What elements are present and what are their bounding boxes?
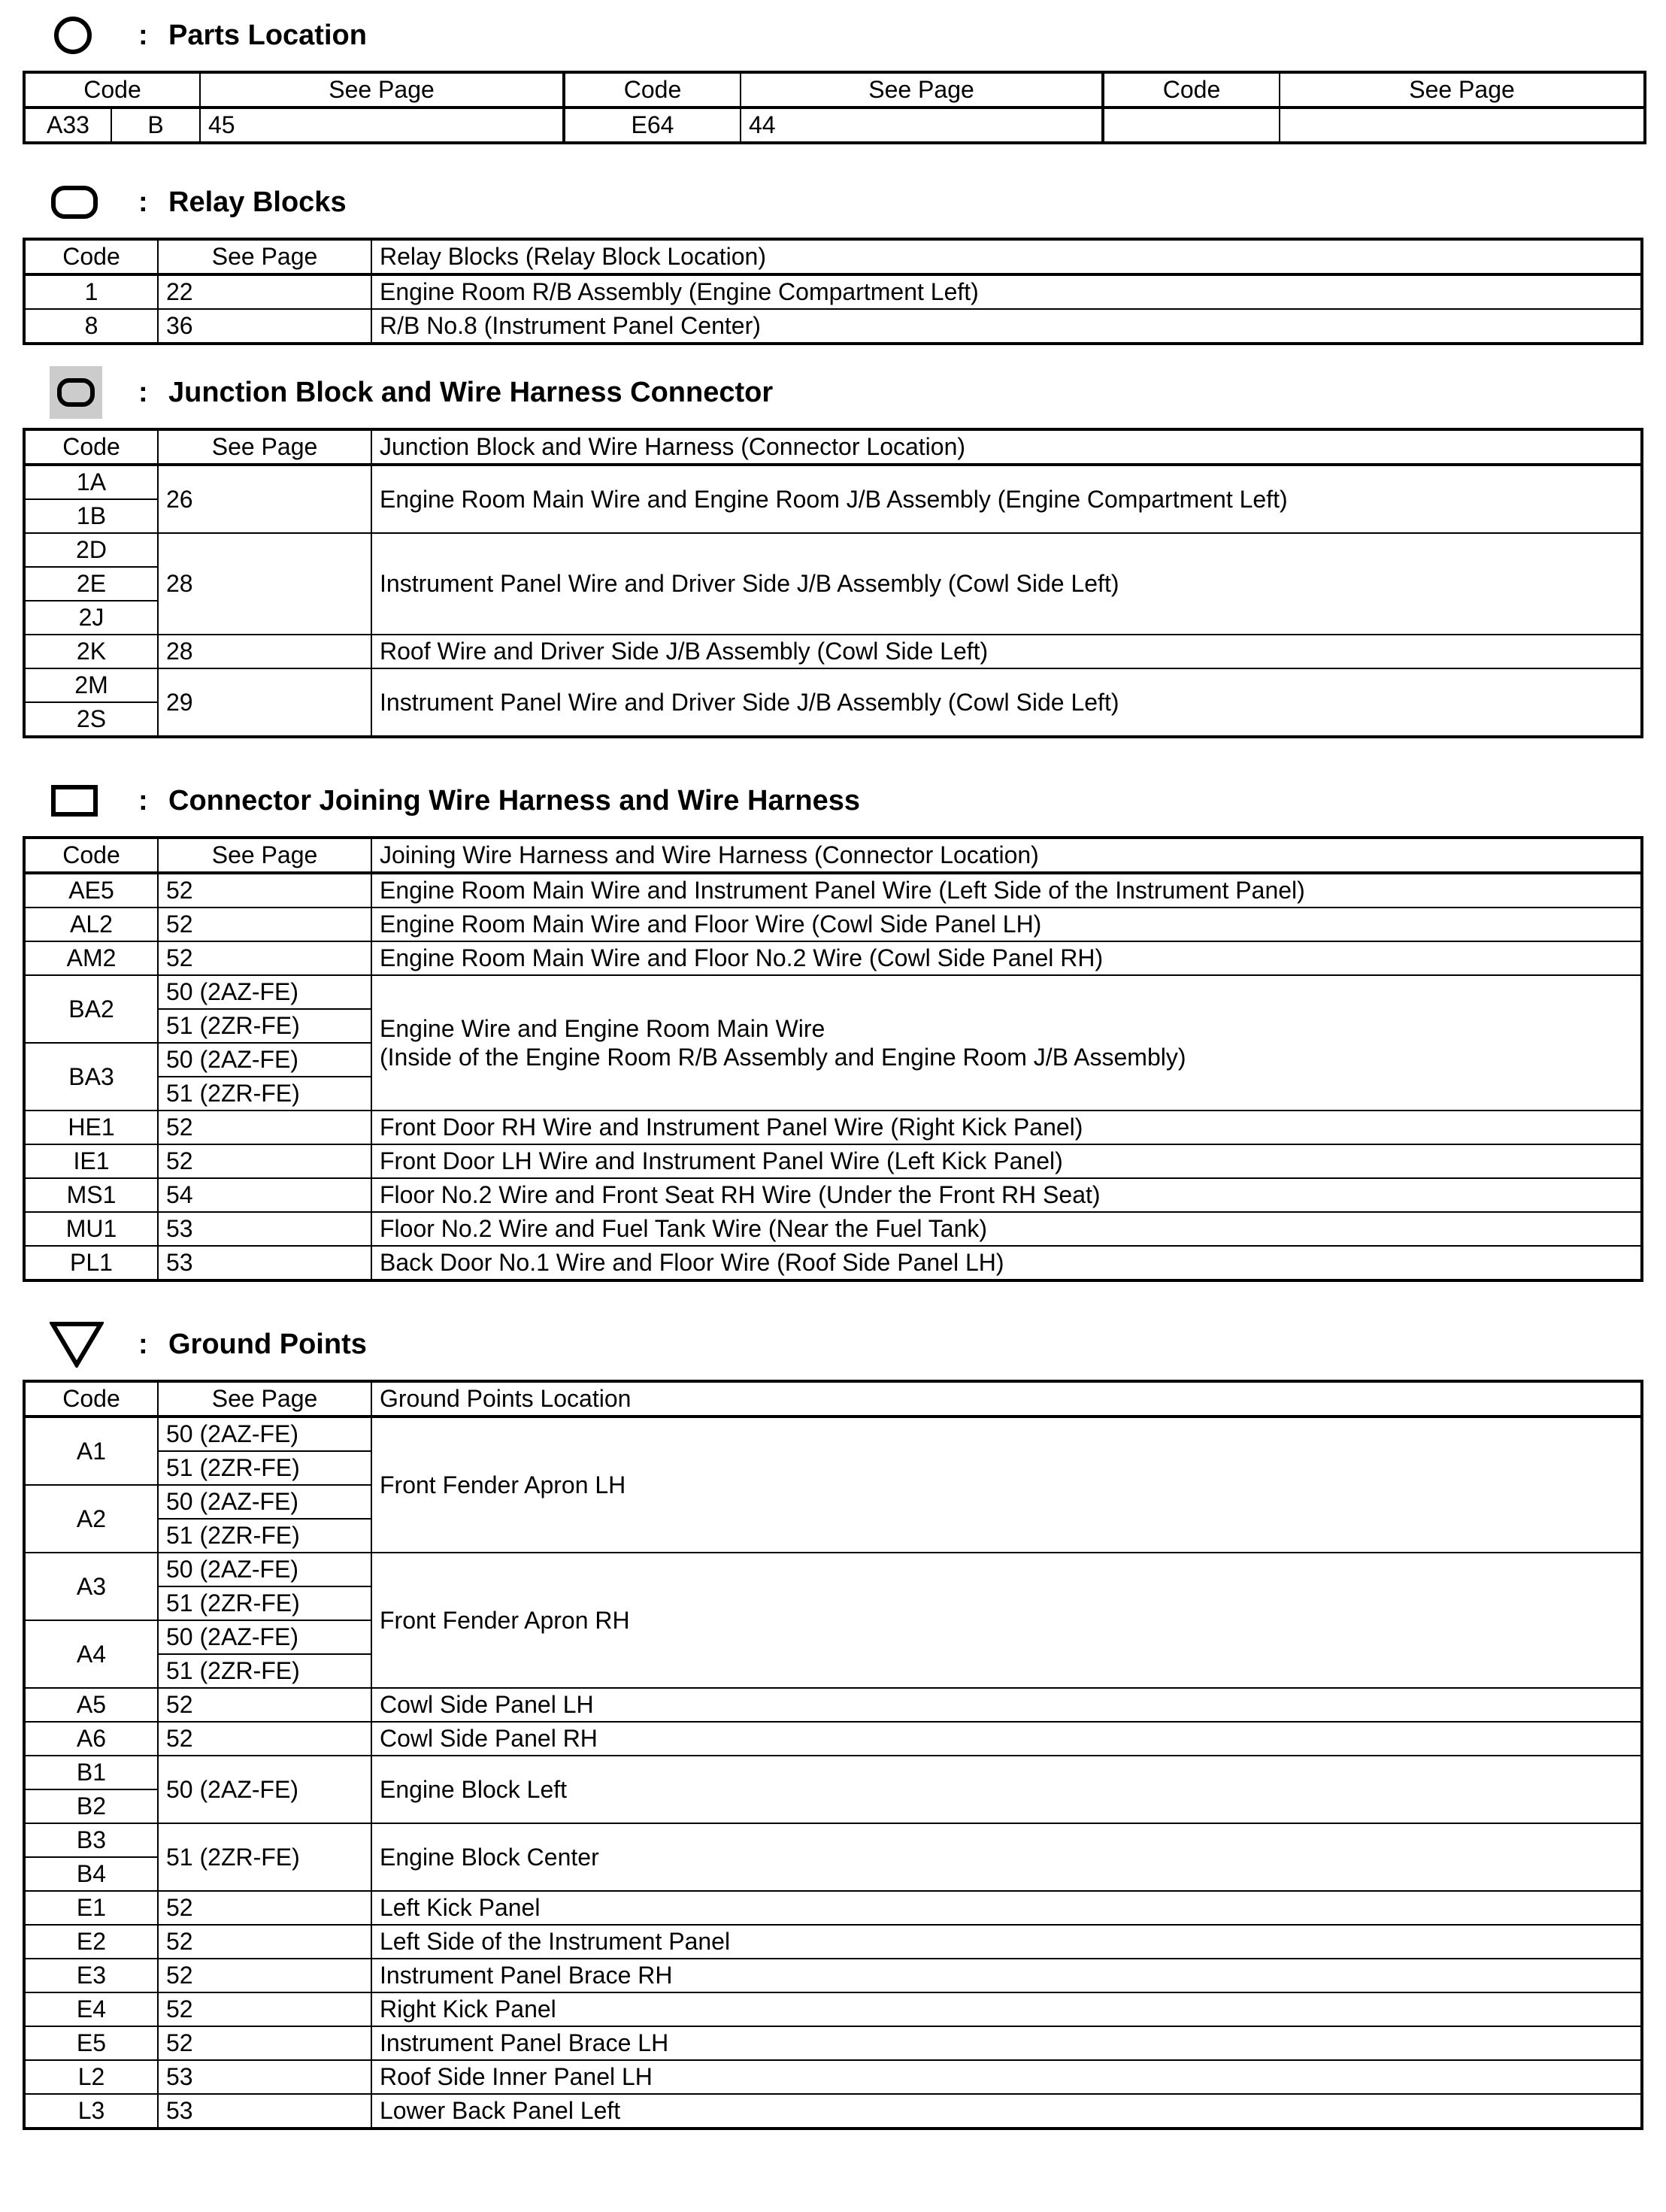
table-header-row: Code See Page Joining Wire Harness and Wire Harness (Connector Location) [24, 838, 1642, 873]
table-row: A6 52 Cowl Side Panel RH [24, 1722, 1642, 1756]
table-row: B3 51 (2ZR-FE) Engine Block Center [24, 1823, 1642, 1857]
connector-joining-table [23, 836, 1643, 1282]
table-header-row: Code See Page Relay Blocks (Relay Block Location) [24, 239, 1642, 274]
table-row: A1 50 (2AZ-FE) Front Fender Apron LH [24, 1417, 1642, 1451]
table-row: MS1 54 Floor No.2 Wire and Front Seat RH Wire (Under the Front RH Seat) [24, 1178, 1642, 1212]
connector-joining-title: Connector Joining Wire Harness and Wire Harness [168, 784, 860, 817]
table-header-row: Code See Page Junction Block and Wire Harness (Connector Location) [24, 429, 1642, 465]
table-row: MU1 53 Floor No.2 Wire and Fuel Tank Wire (Near the Fuel Tank) [24, 1212, 1642, 1246]
table-row: BA2 50 (2AZ-FE) Engine Wire and Engine Room Main Wire (Inside of the Engine Room R/B Assembly and Engine Room J/B Assembly) [24, 975, 1642, 1009]
table-row: B1 50 (2AZ-FE) Engine Block Left [24, 1756, 1642, 1789]
table-row: 51 (2ZR-FE) [24, 1077, 1642, 1111]
relay-blocks-header: : Relay Blocks [23, 167, 1643, 238]
junction-block-table [23, 428, 1643, 738]
table-row: B4 [24, 1857, 1642, 1891]
table-row: BA3 50 (2AZ-FE) [24, 1043, 1642, 1077]
table-row: 2K 28 Roof Wire and Driver Side J/B Assembly (Cowl Side Left) [24, 635, 1642, 668]
table-row: 1 22 Engine Room R/B Assembly (Engine Compartment Left) [24, 274, 1642, 309]
table-row: 2D 28 Instrument Panel Wire and Driver Side J/B Assembly (Cowl Side Left) [24, 533, 1642, 567]
table-row: 2M 29 Instrument Panel Wire and Driver Side J/B Assembly (Cowl Side Left) [24, 668, 1642, 702]
table-row: E1 52 Left Kick Panel [24, 1891, 1642, 1925]
ground-points-title: Ground Points [168, 1328, 367, 1360]
ground-points-header: : Ground Points [23, 1309, 1643, 1380]
circle-symbol-icon [54, 17, 92, 54]
table-row: IE1 52 Front Door LH Wire and Instrument Panel Wire (Left Kick Panel) [24, 1144, 1642, 1178]
table-row: A4 50 (2AZ-FE) [24, 1620, 1642, 1654]
triangle-symbol-icon [50, 1321, 104, 1368]
table-header-row: Code See Page Ground Points Location [24, 1381, 1642, 1417]
table-row: B2 [24, 1789, 1642, 1823]
wiring-index-page [23, 0, 1643, 2130]
table-row: L3 53 Lower Back Panel Left [24, 2094, 1642, 2129]
table-row: A2 50 (2AZ-FE) [24, 1485, 1642, 1519]
table-row: AE5 52 Engine Room Main Wire and Instrument Panel Wire (Left Side of the Instrument Panel) [24, 873, 1642, 908]
relay-blocks-title: Relay Blocks [168, 186, 347, 218]
table-row: 1A 26 Engine Room Main Wire and Engine Room J/B Assembly (Engine Compartment Left) [24, 465, 1642, 499]
table-row: HE1 52 Front Door RH Wire and Instrument Panel Wire (Right Kick Panel) [24, 1111, 1642, 1144]
table-row: E2 52 Left Side of the Instrument Panel [24, 1925, 1642, 1959]
table-row: E5 52 Instrument Panel Brace LH [24, 2026, 1642, 2060]
table-row: 2S [24, 702, 1642, 737]
table-row: E3 52 Instrument Panel Brace RH [24, 1959, 1642, 1992]
shaded-oval-symbol-icon [50, 366, 102, 419]
table-row: L2 53 Roof Side Inner Panel LH [24, 2060, 1642, 2094]
rectangle-symbol-icon [51, 785, 98, 817]
junction-block-title: Junction Block and Wire Harness Connector [168, 376, 774, 408]
oval-symbol-icon [51, 186, 98, 219]
table-row: 1B [24, 499, 1642, 533]
table-row: A5 52 Cowl Side Panel LH [24, 1688, 1642, 1722]
table-row: 51 (2ZR-FE) [24, 1586, 1642, 1620]
relay-blocks-table [23, 238, 1643, 345]
parts-location-table [23, 71, 1646, 144]
table-row: 51 (2ZR-FE) [24, 1451, 1642, 1485]
table-row: 2E [24, 567, 1642, 601]
table-row: 8 36 R/B No.8 (Instrument Panel Center) [24, 309, 1642, 344]
parts-location-header: : Parts Location [23, 0, 1643, 71]
table-row: E4 52 Right Kick Panel [24, 1992, 1642, 2026]
table-row: 2J [24, 601, 1642, 635]
parts-location-title: Parts Location [168, 19, 367, 51]
table-row: A3 50 (2AZ-FE) Front Fender Apron RH [24, 1553, 1642, 1586]
table-row: AL2 52 Engine Room Main Wire and Floor Wire (Cowl Side Panel LH) [24, 908, 1642, 941]
table-row: AM2 52 Engine Room Main Wire and Floor No.2 Wire (Cowl Side Panel RH) [24, 941, 1642, 975]
table-row: PL1 53 Back Door No.1 Wire and Floor Wire (Roof Side Panel LH) [24, 1246, 1642, 1280]
connector-joining-header: : Connector Joining Wire Harness and Wire Harness [23, 765, 1643, 836]
table-row: 51 (2ZR-FE) [24, 1654, 1642, 1688]
table-row: 51 (2ZR-FE) [24, 1519, 1642, 1553]
table-row: 51 (2ZR-FE) [24, 1009, 1642, 1043]
junction-block-header: : Junction Block and Wire Harness Connector [23, 357, 1643, 428]
ground-points-table [23, 1380, 1643, 2130]
table-header-row: Code See Page Code See Page Code See Page [24, 72, 1645, 108]
table-row: A33 B 45 E64 44 [24, 108, 1645, 143]
